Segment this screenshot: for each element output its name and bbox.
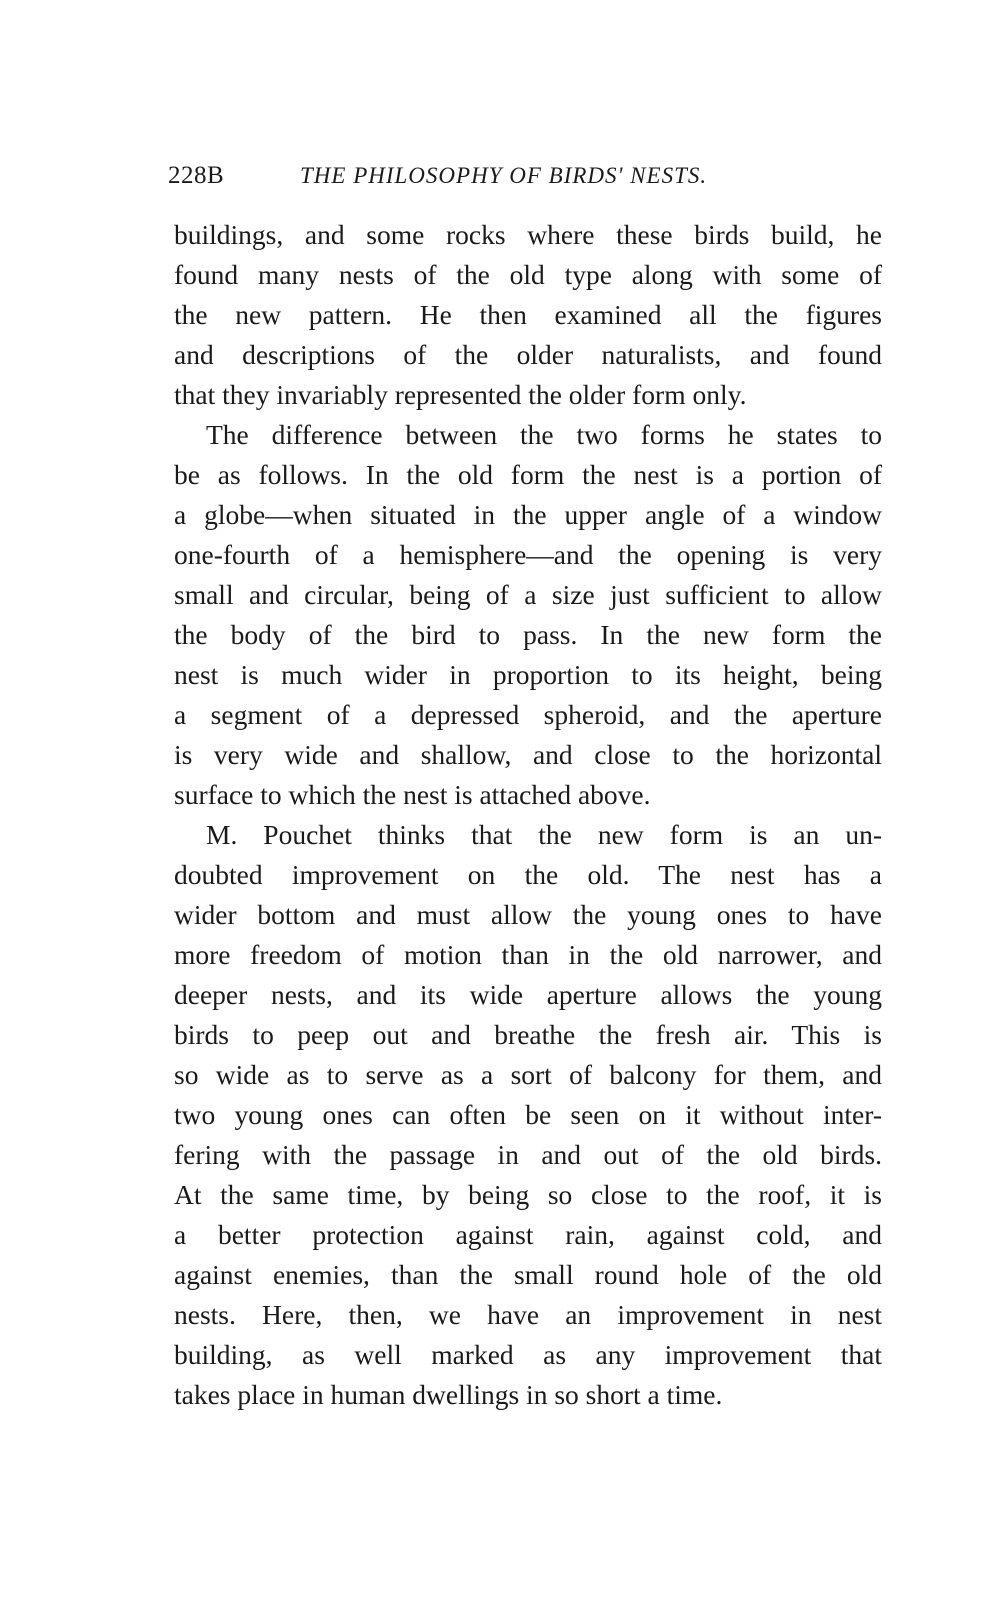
text-line: and descriptions of the older naturalists, and found xyxy=(174,339,882,370)
text-line: a segment of a depressed spheroid, and the aperture xyxy=(174,699,882,730)
text-line: wider bottom and must allow the young ones to have xyxy=(174,899,882,930)
text-line: the body of the bird to pass. In the new form the xyxy=(174,619,882,650)
paragraph-3 xyxy=(174,815,882,1415)
text-line: takes place in human dwellings in so short a time. xyxy=(174,1379,723,1410)
text-line: the new pattern. He then examined all the figures xyxy=(174,299,882,330)
paragraph-1 xyxy=(174,215,882,415)
text-line: buildings, and some rocks where these birds build, he xyxy=(174,219,882,250)
text-line: small and circular, being of a size just sufficient to allow xyxy=(174,579,882,610)
text-line: nests. Here, then, we have an improvement in nest xyxy=(174,1299,882,1330)
text-line: M. Pouchet thinks that the new form is an un- xyxy=(206,819,882,850)
text-line: against enemies, than the small round hole of the old xyxy=(174,1259,882,1290)
text-line: that they invariably represented the older form only. xyxy=(174,379,747,410)
body-text xyxy=(174,215,882,1415)
text-line: At the same time, by being so close to the roof, it is xyxy=(174,1179,882,1210)
text-line: doubted improvement on the old. The nest has a xyxy=(174,859,882,890)
text-line: fering with the passage in and out of the old birds. xyxy=(174,1139,882,1170)
text-line: The difference between the two forms he states to xyxy=(206,419,882,450)
text-line: found many nests of the old type along with some of xyxy=(174,259,882,290)
text-line: be as follows. In the old form the nest is a portion of xyxy=(174,459,882,490)
text-line: a better protection against rain, against cold, and xyxy=(174,1219,882,1250)
text-line: one-fourth of a hemisphere—and the opening is very xyxy=(174,539,882,570)
text-line: deeper nests, and its wide aperture allows the young xyxy=(174,979,882,1010)
text-line: a globe—when situated in the upper angle of a window xyxy=(174,499,882,530)
text-line: building, as well marked as any improvement that xyxy=(174,1339,882,1370)
text-line: two young ones can often be seen on it without inter- xyxy=(174,1099,882,1130)
text-line: so wide as to serve as a sort of balcony for them, and xyxy=(174,1059,882,1090)
text-line: surface to which the nest is attached above. xyxy=(174,779,651,810)
page-header xyxy=(162,156,882,196)
running-title: THE PHILOSOPHY OF BIRDS' NESTS. xyxy=(300,163,708,188)
page-number: 228B xyxy=(168,162,225,189)
paragraph-2 xyxy=(174,415,882,815)
text-line: birds to peep out and breathe the fresh air. This is xyxy=(174,1019,882,1050)
text-line: is very wide and shallow, and close to the horizontal xyxy=(174,739,882,770)
text-line: nest is much wider in proportion to its height, being xyxy=(174,659,882,690)
text-line: more freedom of motion than in the old narrower, and xyxy=(174,939,882,970)
